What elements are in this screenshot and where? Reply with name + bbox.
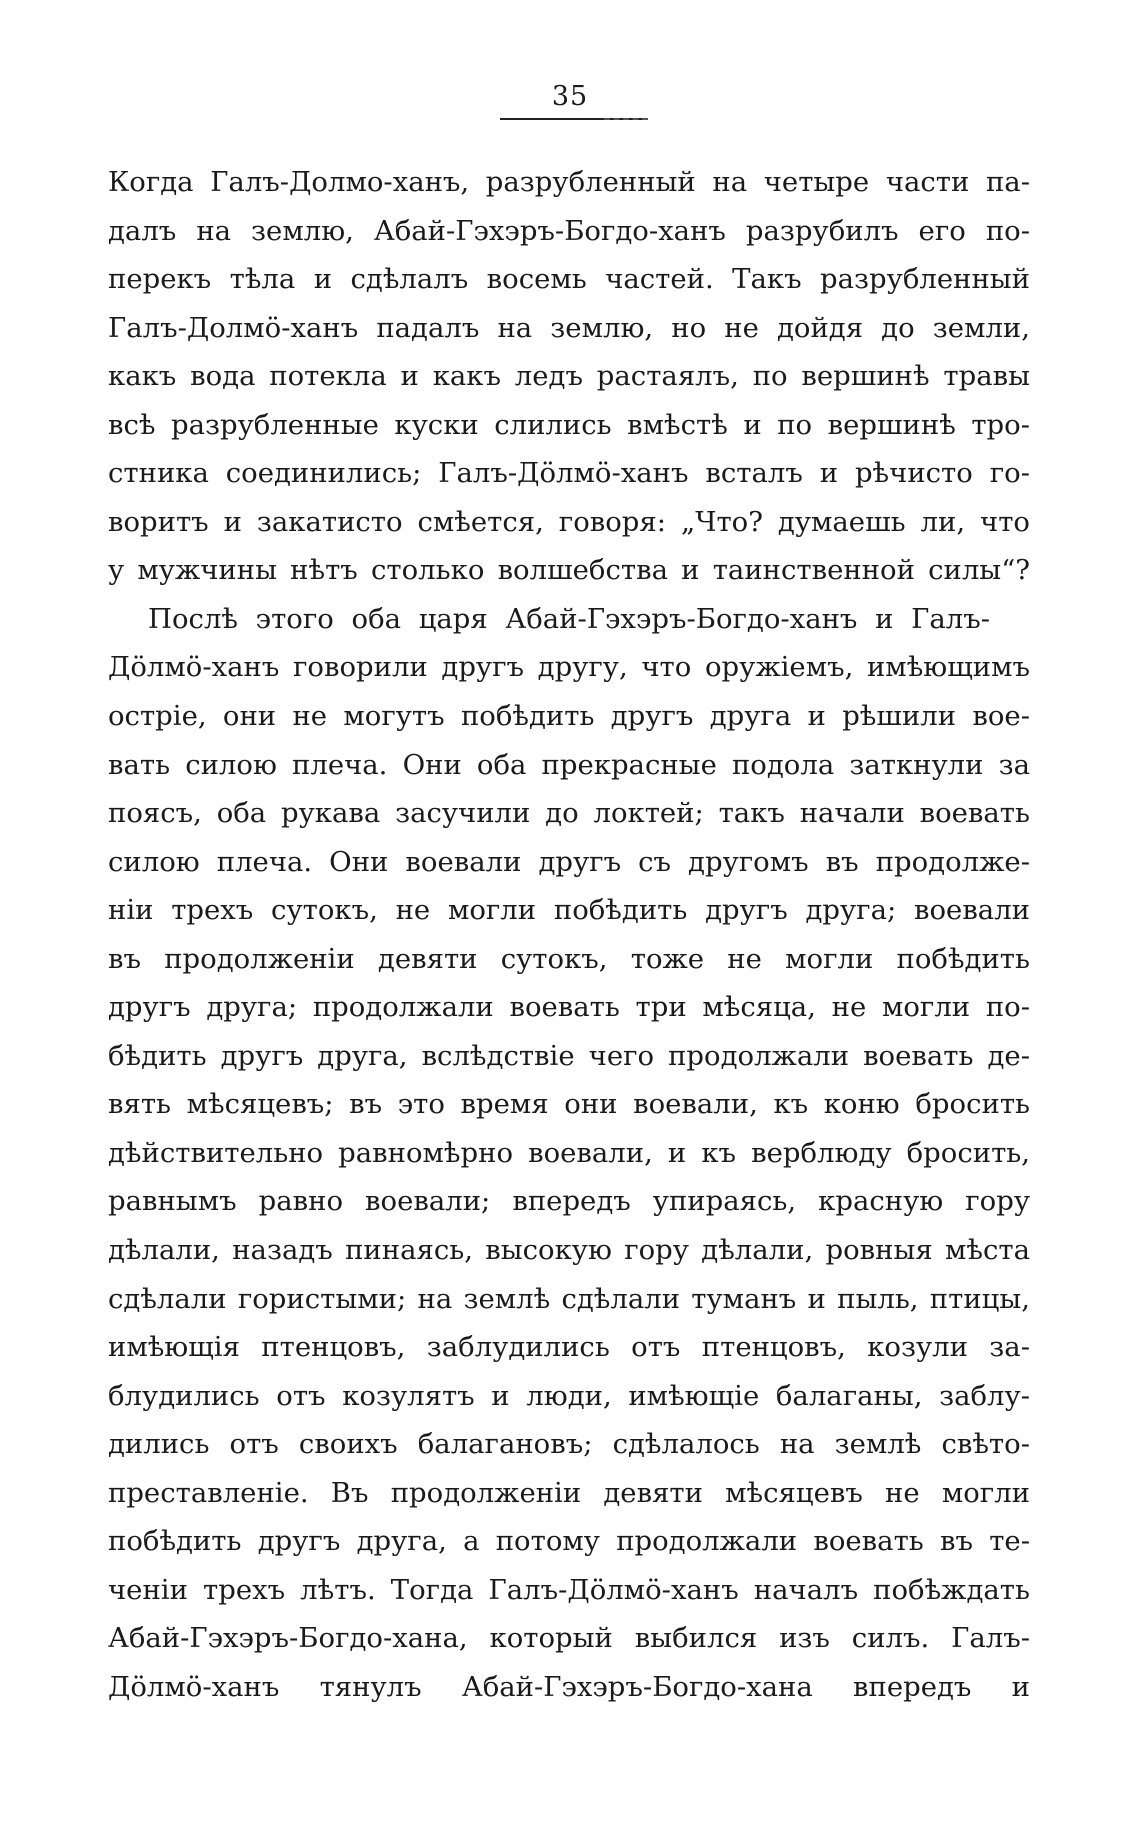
text-line-content: стника соединились; Галъ-Дöлмö-ханъ всталъ и рѣчисто го-: [108, 457, 1030, 490]
text-line-content: воритъ и закатисто смѣется, говоря: „Что? думаешь ли, что: [108, 505, 1030, 538]
text-line-content: остріе, они не могутъ побѣдить другъ друга и рѣшили вое-: [108, 700, 1030, 733]
text-line: [108, 838, 1030, 887]
paragraph-start-line: [108, 595, 1030, 644]
text-line-content: Дöлмö-ханъ тянулъ Абай-Гэхэръ-Богдо-хана впередъ и: [108, 1670, 1030, 1703]
text-line: [108, 1323, 1030, 1372]
text-line: [108, 1663, 1030, 1712]
text-line-content: Дöлмö-ханъ говорили другъ другу, что оружіемъ, имѣющимъ: [108, 651, 1030, 684]
text-line-content: преставленіе. Въ продолженіи девяти мѣсяцевъ не могли: [108, 1476, 1030, 1509]
text-line: [108, 352, 1030, 401]
text-line: [108, 546, 1030, 595]
text-line: [108, 886, 1030, 935]
text-line-content: Абай-Гэхэръ-Богдо-хана, который выбился изъ силъ. Галъ-: [108, 1622, 1030, 1655]
text-line-content: Галъ-Долмö-ханъ падалъ на землю, но не дойдя до земли,: [108, 311, 1030, 344]
text-line-content: поясъ, оба рукава засучили до локтей; такъ начали воевать: [108, 797, 1030, 830]
text-line-content: дѣйствительно равномѣрно воевали, и къ верблюду бросить,: [108, 1136, 1030, 1169]
text-line-content: дѣлали, назадъ пинаясь, высокую гору дѣлали, ровныя мѣста: [108, 1234, 1030, 1267]
text-line: [108, 158, 1030, 207]
text-line: [108, 1080, 1030, 1129]
text-line: [108, 789, 1030, 838]
text-line: [108, 304, 1030, 353]
text-line: [108, 1420, 1030, 1469]
text-line: [108, 643, 1030, 692]
text-line: [108, 207, 1030, 256]
page-number: 35: [551, 81, 589, 112]
text-line: [108, 1177, 1030, 1226]
text-line: [108, 1566, 1030, 1615]
text-line-content: имѣющія птенцовъ, заблудились отъ птенцовъ, козули за-: [108, 1331, 1030, 1364]
text-line: [108, 1517, 1030, 1566]
text-line: [108, 1226, 1030, 1275]
header-rule-tail: [604, 118, 648, 120]
text-line: [108, 1469, 1030, 1518]
text-line-content: другъ друга; продолжали воевать три мѣсяца, не могли по-: [108, 991, 1030, 1024]
text-line: [108, 983, 1030, 1032]
text-line-content: блудились отъ козулятъ и люди, имѣющіе балаганы, заблу-: [108, 1379, 1030, 1412]
text-line-content: перекъ тѣла и сдѣлалъ восемь частей. Такъ разрубленный: [108, 263, 1030, 296]
text-line-content: въ продолженіи девяти сутокъ, тоже не могли побѣдить: [108, 942, 1030, 975]
text-line-content: какъ вода потекла и какъ ледъ растаялъ, по вершинѣ травы: [108, 360, 1030, 393]
text-line-content: вать силою плеча. Они оба прекрасные подола заткнули за: [108, 748, 1030, 781]
text-line: [108, 401, 1030, 450]
text-line-content: дились отъ своихъ балагановъ; сдѣлалось на землѣ свѣто-: [108, 1428, 1030, 1461]
text-line: [108, 1032, 1030, 1081]
text-line-content: силою плеча. Они воевали другъ съ другомъ въ продолже-: [108, 845, 1030, 878]
text-line: [108, 1372, 1030, 1421]
text-line: [108, 1275, 1030, 1324]
text-line-content: равнымъ равно воевали; впередъ упираясь, красную гору: [108, 1185, 1030, 1218]
text-line: [108, 935, 1030, 984]
text-line-content: всѣ разрубленные куски слились вмѣстѣ и по вершинѣ тро-: [108, 408, 1030, 441]
text-line-content: далъ на землю, Абай-Гэхэръ-Богдо-ханъ разрубилъ его по-: [108, 214, 1030, 247]
text-line: [108, 1614, 1030, 1663]
text-line-content: сдѣлали гористыми; на землѣ сдѣлали туманъ и пыль, птицы,: [108, 1282, 1030, 1315]
text-line-content: ніи трехъ сутокъ, не могли побѣдить другъ друга; воевали: [108, 894, 1030, 927]
text-line-content: Когда Галъ-Долмо-ханъ, разрубленный на четыре части па-: [108, 166, 1030, 198]
body-text: [108, 158, 1030, 1712]
text-line: [108, 741, 1030, 790]
text-line: [108, 449, 1030, 498]
text-line-content: ченіи трехъ лѣтъ. Тогда Галъ-Дöлмö-ханъ началъ побѣждать: [108, 1573, 1030, 1606]
text-line: [108, 498, 1030, 547]
text-line-content: у мужчины нѣтъ столько волшебства и таинственной силы“?: [108, 554, 1030, 587]
text-line: [108, 1129, 1030, 1178]
page-header: [0, 82, 1140, 112]
text-line-content: вять мѣсяцевъ; въ это время они воевали, къ коню бросить: [108, 1088, 1030, 1121]
text-line-content: бѣдить другъ друга, вслѣдствіе чего продолжали воевать де-: [108, 1039, 1030, 1072]
text-line-content: Послѣ этого оба царя Абай-Гэхэръ-Богдо-ханъ и Галъ-: [148, 602, 990, 635]
text-line-content: побѣдить другъ друга, а потому продолжали воевать въ те-: [108, 1525, 1030, 1558]
text-line: [108, 692, 1030, 741]
text-line: [108, 255, 1030, 304]
